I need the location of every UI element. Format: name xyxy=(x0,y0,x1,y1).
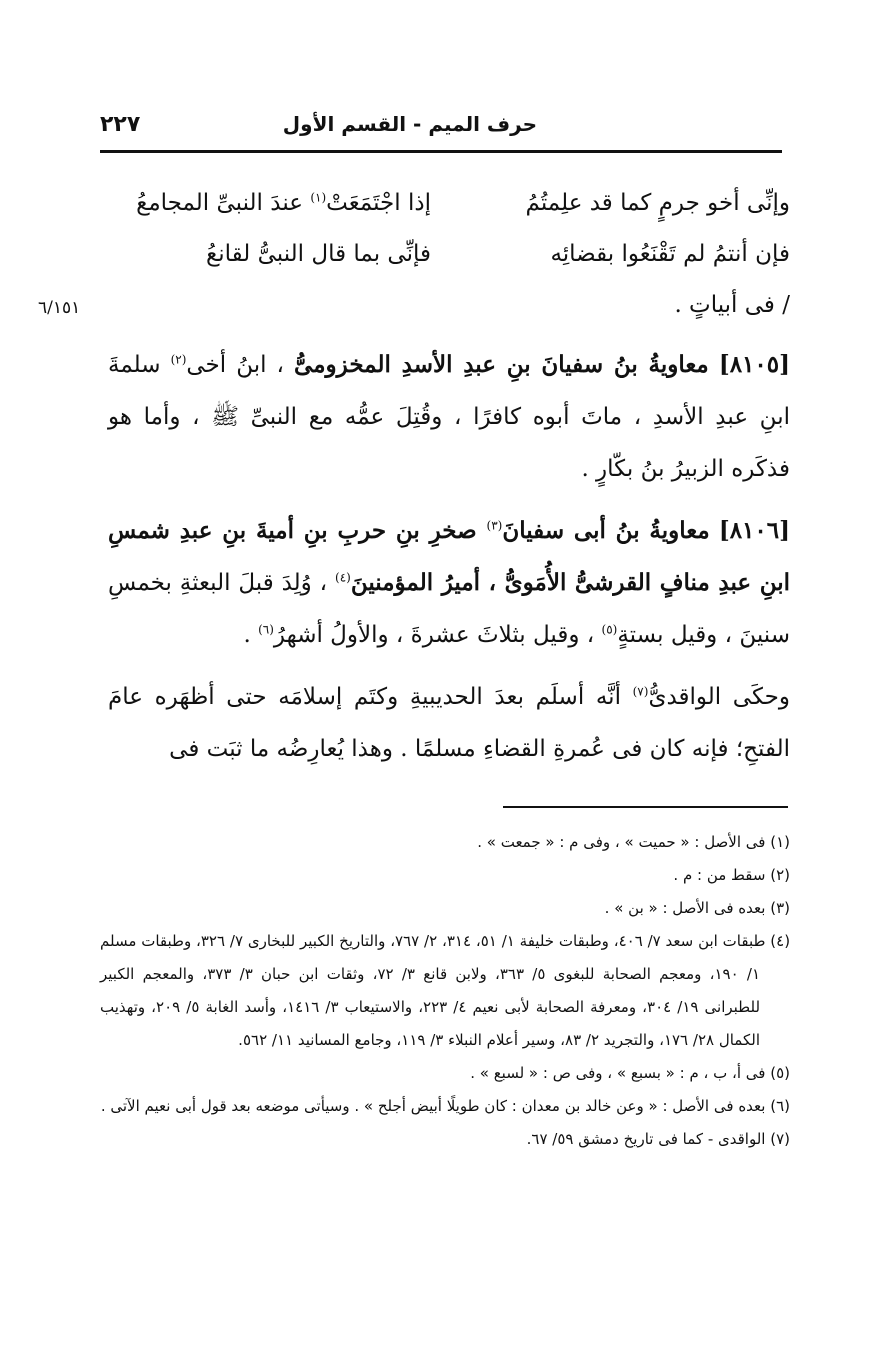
footnote-4: (٤) طبقات ابن سعد ٧/ ٤٠٦، وطبقات خليفة ١/ ٥١، ٣١٤، ٢/ ٧٦٧، والتاريخ الكبير للبخارى ٧/ ٣٢٦، وطبقات مسلم ١/ ١٩٠، ومعجم الصحابة للبغوى ٥/ ٣٦٣، ولابن قانع ٣/ ٧٢، وثقات ابن حبان ٣/ ٣٧٣، والمعجم الكبير للطبرانى ١٩/ ٣٠٤، ومعرفة الصحابة لأبى نعيم ٤/ ٢٢٣، والاستيعاب ٣/ ١٤١٦، وأسد الغابة ٥/ ٢٠٩، وتهذيب الكمال ٢٨/ ١٧٦، والتجريد ٢/ ٨٣، وسير أعلام النبلاء ٣/ ١١٩، وجامع المسانيد ١١/ ٥٦٢. xyxy=(100,932,791,1049)
entry-text: ، وقيل بثلاثَ عشرةَ ، والأولُ أشهرُ xyxy=(273,622,602,648)
footnote-separator xyxy=(503,806,788,808)
footnote-5: (٥) فى أ، ب ، م : « بسبع » ، وفى ص : « لسبع » . xyxy=(470,1064,790,1082)
footnote-marker-3: (٣) xyxy=(486,518,503,533)
footnote-marker-4: (٤) xyxy=(335,570,351,585)
footnote-1: (١) فى الأصل : « حميت » ، وفى م : « جمعت » . xyxy=(477,833,790,851)
verse-1-hemistich-left xyxy=(136,178,431,229)
entry-name: معاويةُ بنُ أبى سفيانَ xyxy=(502,517,710,544)
footnote-marker-5: (٥) xyxy=(601,622,618,637)
header-rule xyxy=(100,150,782,153)
footnote-2: (٢) سقط من : م . xyxy=(673,866,790,884)
page-number: ٢٢٧ xyxy=(100,112,141,137)
verse-1-hemistich-right: وإنِّى أخو جرمٍ كما قد علِمتُمُ xyxy=(525,190,790,216)
entry-name: معاويةُ بنُ سفيانَ بنِ عبدِ الأسدِ المخزومىُّ xyxy=(294,351,709,378)
verse-1-left-text: إذا اجْتَمَعَتْ xyxy=(326,190,431,216)
footnote-6: (٦) بعده فى الأصل : « وعن خالد بن معدان : كان طويلًا أبيض أجلح » . وسيأتى موضعه بعد قول أبى نعيم الآتى . xyxy=(100,1097,790,1115)
entry-8106 xyxy=(108,505,790,661)
paragraph-waqidi xyxy=(108,671,790,775)
footnote-marker-2: (٢) xyxy=(170,352,187,367)
margin-reference: ٦/١٥١ xyxy=(38,298,81,318)
footnote-3: (٣) بعده فى الأصل : « بن » . xyxy=(604,899,790,917)
entry-text: ، ابنُ أخى xyxy=(186,352,284,378)
paragraph-text: أنَّه أسلَم بعدَ الحديبيةِ وكتَم إسلامَه حتى أظهَره عامَ الفتحِ؛ فإنه كان فى عُمرةِ القضاءِ مسلمًا . وهذا يُعارِضُه ما ثبَت فى xyxy=(108,684,790,762)
entry-name-lineage: صخرِ بنِ حربِ بنِ أميةَ بنِ عبدِ شمسِ ابنِ عبدِ منافٍ القرشىُّ الأُمَوىُّ ، أميرُ المؤمنينَ xyxy=(108,517,791,596)
verse-line-1 xyxy=(108,178,790,229)
footnote-marker-6: (٦) xyxy=(258,622,274,637)
verse-2-hemistich-right: فإن أنتمُ لم تَقْنَعُوا بقضائِه xyxy=(550,241,790,267)
entry-8105 xyxy=(108,339,790,495)
entry-number: [٨١٠٦] xyxy=(718,517,791,544)
footnotes xyxy=(100,826,790,1156)
verse-1-left-text-end: عندَ النبىِّ المجامعُ xyxy=(136,190,311,216)
entry-text: . xyxy=(243,622,259,648)
footnote-marker-7: (٧) xyxy=(632,684,649,699)
verse-2-hemistich-left: فإنِّى بما قال النبىُّ لقانعُ xyxy=(206,241,431,267)
paragraph-text: وحكَى الواقدىُّ xyxy=(648,684,791,710)
running-title: حرف الميم - القسم الأول xyxy=(282,112,537,136)
entry-text: سلمةَ ابنِ عبدِ الأسدِ ، ماتَ أبوه كافرًا ، وقُتِلَ عمُّه مع النبىِّ ﷺ ، وأما هو فذكَره الزبيرُ بنُ بكّارٍ . xyxy=(108,352,790,482)
entry-text: ، وُلِدَ قبلَ البعثةِ بخمسِ سنينَ ، وقيل بستةٍ xyxy=(108,570,790,648)
verse-line-2 xyxy=(108,229,790,280)
footnote-7: (٧) الواقدى - كما فى تاريخ دمشق ٥٩/ ٦٧. xyxy=(526,1130,790,1148)
main-text xyxy=(108,178,790,775)
entry-number: [٨١٠٥] xyxy=(718,351,791,378)
verse-close: / فى أبياتٍ . xyxy=(674,292,790,318)
page-header xyxy=(100,112,782,146)
footnote-marker-1: (١) xyxy=(310,190,327,205)
